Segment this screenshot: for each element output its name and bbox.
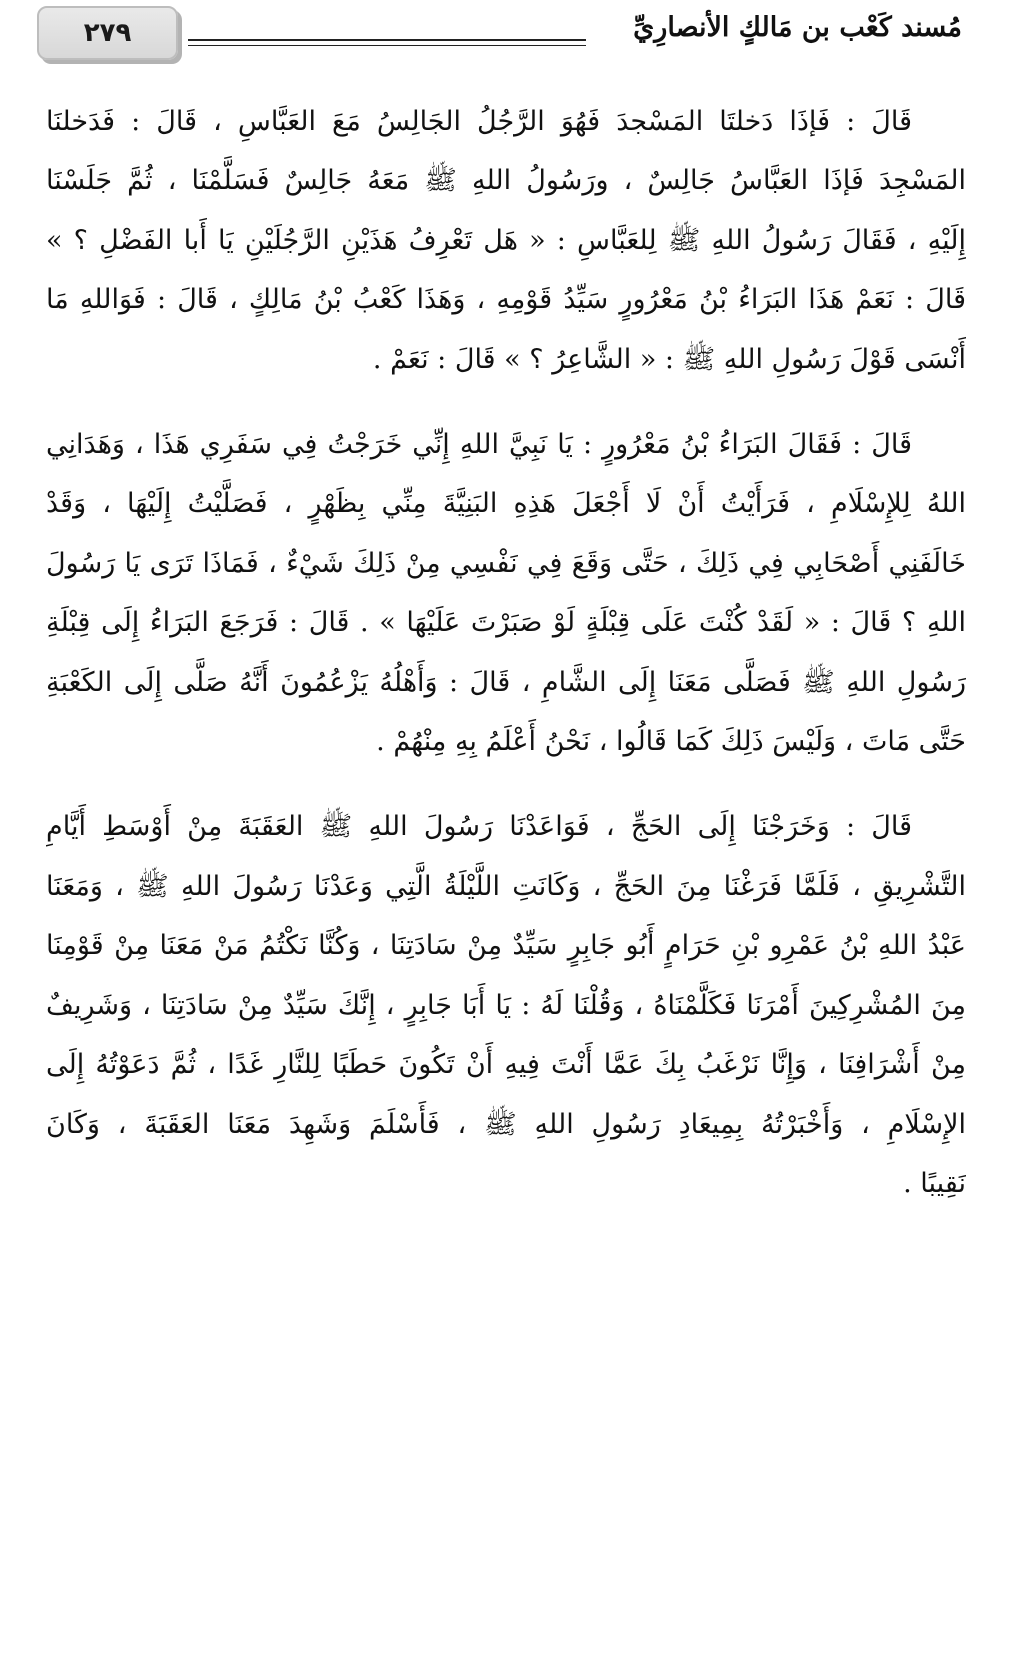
page-header: [0, 0, 1010, 72]
running-title: مُسند كَعْب بن مَالكٍ الأنصارِيِّ: [633, 12, 962, 43]
text-line: قَالَ : وَخَرَجْنَا إِلَى الحَجِّ ، فَوَاعَدْنَا رَسُولَ اللهِ ﷺ العَقَبَةَ مِنْ أَوْسَطِ أَيَّامِ: [46, 811, 912, 843]
text-line: قَالَ : فَإذَا دَخلتَا المَسْجدَ فَهُوَ الرَّجُلُ الجَالِسُ مَعَ العَبَّاسِ ، قَالَ : فَدَخلنَا: [46, 106, 912, 137]
header-rule-thick: [188, 39, 586, 41]
text-line: رَسُولِ اللهِ ﷺ فَصَلَّى مَعَنَا إِلَى الشَّامِ ، قَالَ : وَأَهْلُهُ يَزْعُمُونَ أَنَّهُ صَلَّى إِلَى الكَعْبَةِ: [46, 666, 966, 698]
text-line: مِنْ أَشْرَافِنَا ، وَإِنَّا نَرْغَبُ بِكَ عَمَّا أَنْتَ فِيهِ أَنْ تَكُونَ حَطَبًا لِلنَّارِ غَدًا ، ثُمَّ دَعَوْتُهُ إِلَى: [46, 1049, 966, 1081]
text-line: اللهِ ؟ قَالَ : « لَقَدْ كُنْتَ عَلَى قِبْلَةٍ لَوْ صَبَرْتَ عَلَيْهَا » . قَالَ : فَرَجَعَ البَرَاءُ إِلَى قِبْلَةِ: [46, 607, 966, 639]
paragraph-1: [46, 92, 966, 389]
text-line: مِنَ المُشْرِكِينَ أَمْرَنَا فَكَلَّمْنَاهُ ، وَقُلْنَا لَهُ : يَا أَبَا جَابِرٍ ، إِنَّكَ سَيِّدٌ مِنْ سَادَتِنَا ، وَشَرِيفٌ: [46, 989, 966, 1021]
text-line: قَالَ : فَقَالَ البَرَاءُ بْنُ مَعْرُورٍ : يَا نَبِيَّ اللهِ إِنِّي خَرَجْتُ فِي سَفَرِي هَذَا ، وَهَدَانِي: [46, 429, 912, 461]
paragraph-2: [46, 415, 966, 771]
text-line: الإِسْلَامِ ، وَأَخْبَرْتُهُ بِمِيعَادِ رَسُولِ اللهِ ﷺ ، فَأَسْلَمَ وَشَهِدَ مَعَنَا العَقَبَةَ ، وَكَانَ: [46, 1108, 966, 1140]
paragraph-3: [46, 797, 966, 1213]
page-body: [46, 92, 966, 1239]
page-number: ٢٧٩: [37, 6, 178, 60]
text-line: إِلَيْهِ ، فَقَالَ رَسُولُ اللهِ ﷺ لِلعَبَّاسِ : « هَل تَعْرِفُ هَذَيْنِ الرَّجُلَيْنِ يَا أَبا الفَضْلِ ؟ »: [46, 224, 966, 256]
text-line: عَبْدُ اللهِ بْنُ عَمْرِو بْنِ حَرَامٍ أَبُو جَابِرٍ سَيِّدٌ مِنْ سَادَتِنَا ، وَكُنَّا نَكْتُمُ مَنْ مَعَنَا مِنْ قَوْمِنَا: [46, 930, 966, 962]
text-line: اللهُ لِلإِسْلَامِ ، فَرَأَيْتُ أَنْ لَا أَجْعَلَ هَذِهِ البَنِيَّةَ مِنِّي بِظَهْرٍ ، فَصَلَّيْتُ إِلَيْهَا ، وَقَدْ: [46, 488, 966, 520]
text-line: نَقِيبًا .: [903, 1167, 966, 1199]
text-line: قَالَ : نَعَمْ هَذَا البَرَاءُ بْنُ مَعْرُورٍ سَيِّدُ قَوْمِهِ ، وَهَذَا كَعْبُ بْنُ مَالِكٍ ، قَالَ : فَوَاللهِ مَا: [46, 284, 966, 316]
text-line: أَنْسَى قَوْلَ رَسُولِ اللهِ ﷺ : « الشَّاعِرُ ؟ » قَالَ : نَعَمْ .: [372, 343, 966, 375]
text-line: حَتَّى مَاتَ ، وَلَيْسَ ذَلِكَ كَمَا قَالُوا ، نَحْنُ أَعْلَمُ بِهِ مِنْهُمْ .: [376, 726, 966, 758]
text-line: خَالَفَنِي أَصْحَابِي فِي ذَلِكَ ، حَتَّى وَقَعَ فِي نَفْسِي مِنْ ذَلِكَ شَيْءٌ ، فَمَاذَا تَرَى يَا رَسُولَ: [46, 547, 966, 579]
text-line: التَّشْرِيقِ ، فَلَمَّا فَرَغْنَا مِنَ الحَجِّ ، وَكَانَتِ اللَّيْلَةُ الَّتِي وَعَدْنَا رَسُولَ اللهِ ﷺ ، وَمَعَنَا: [46, 870, 966, 902]
header-rule-thin: [188, 45, 586, 46]
text-line: المَسْجِدَ فَإذَا العَبَّاسُ جَالِسٌ ، ورَسُولُ اللهِ ﷺ مَعَهُ جَالِسٌ فَسَلَّمْنَا ، ثُمَّ جَلَسْنَا: [46, 165, 966, 197]
